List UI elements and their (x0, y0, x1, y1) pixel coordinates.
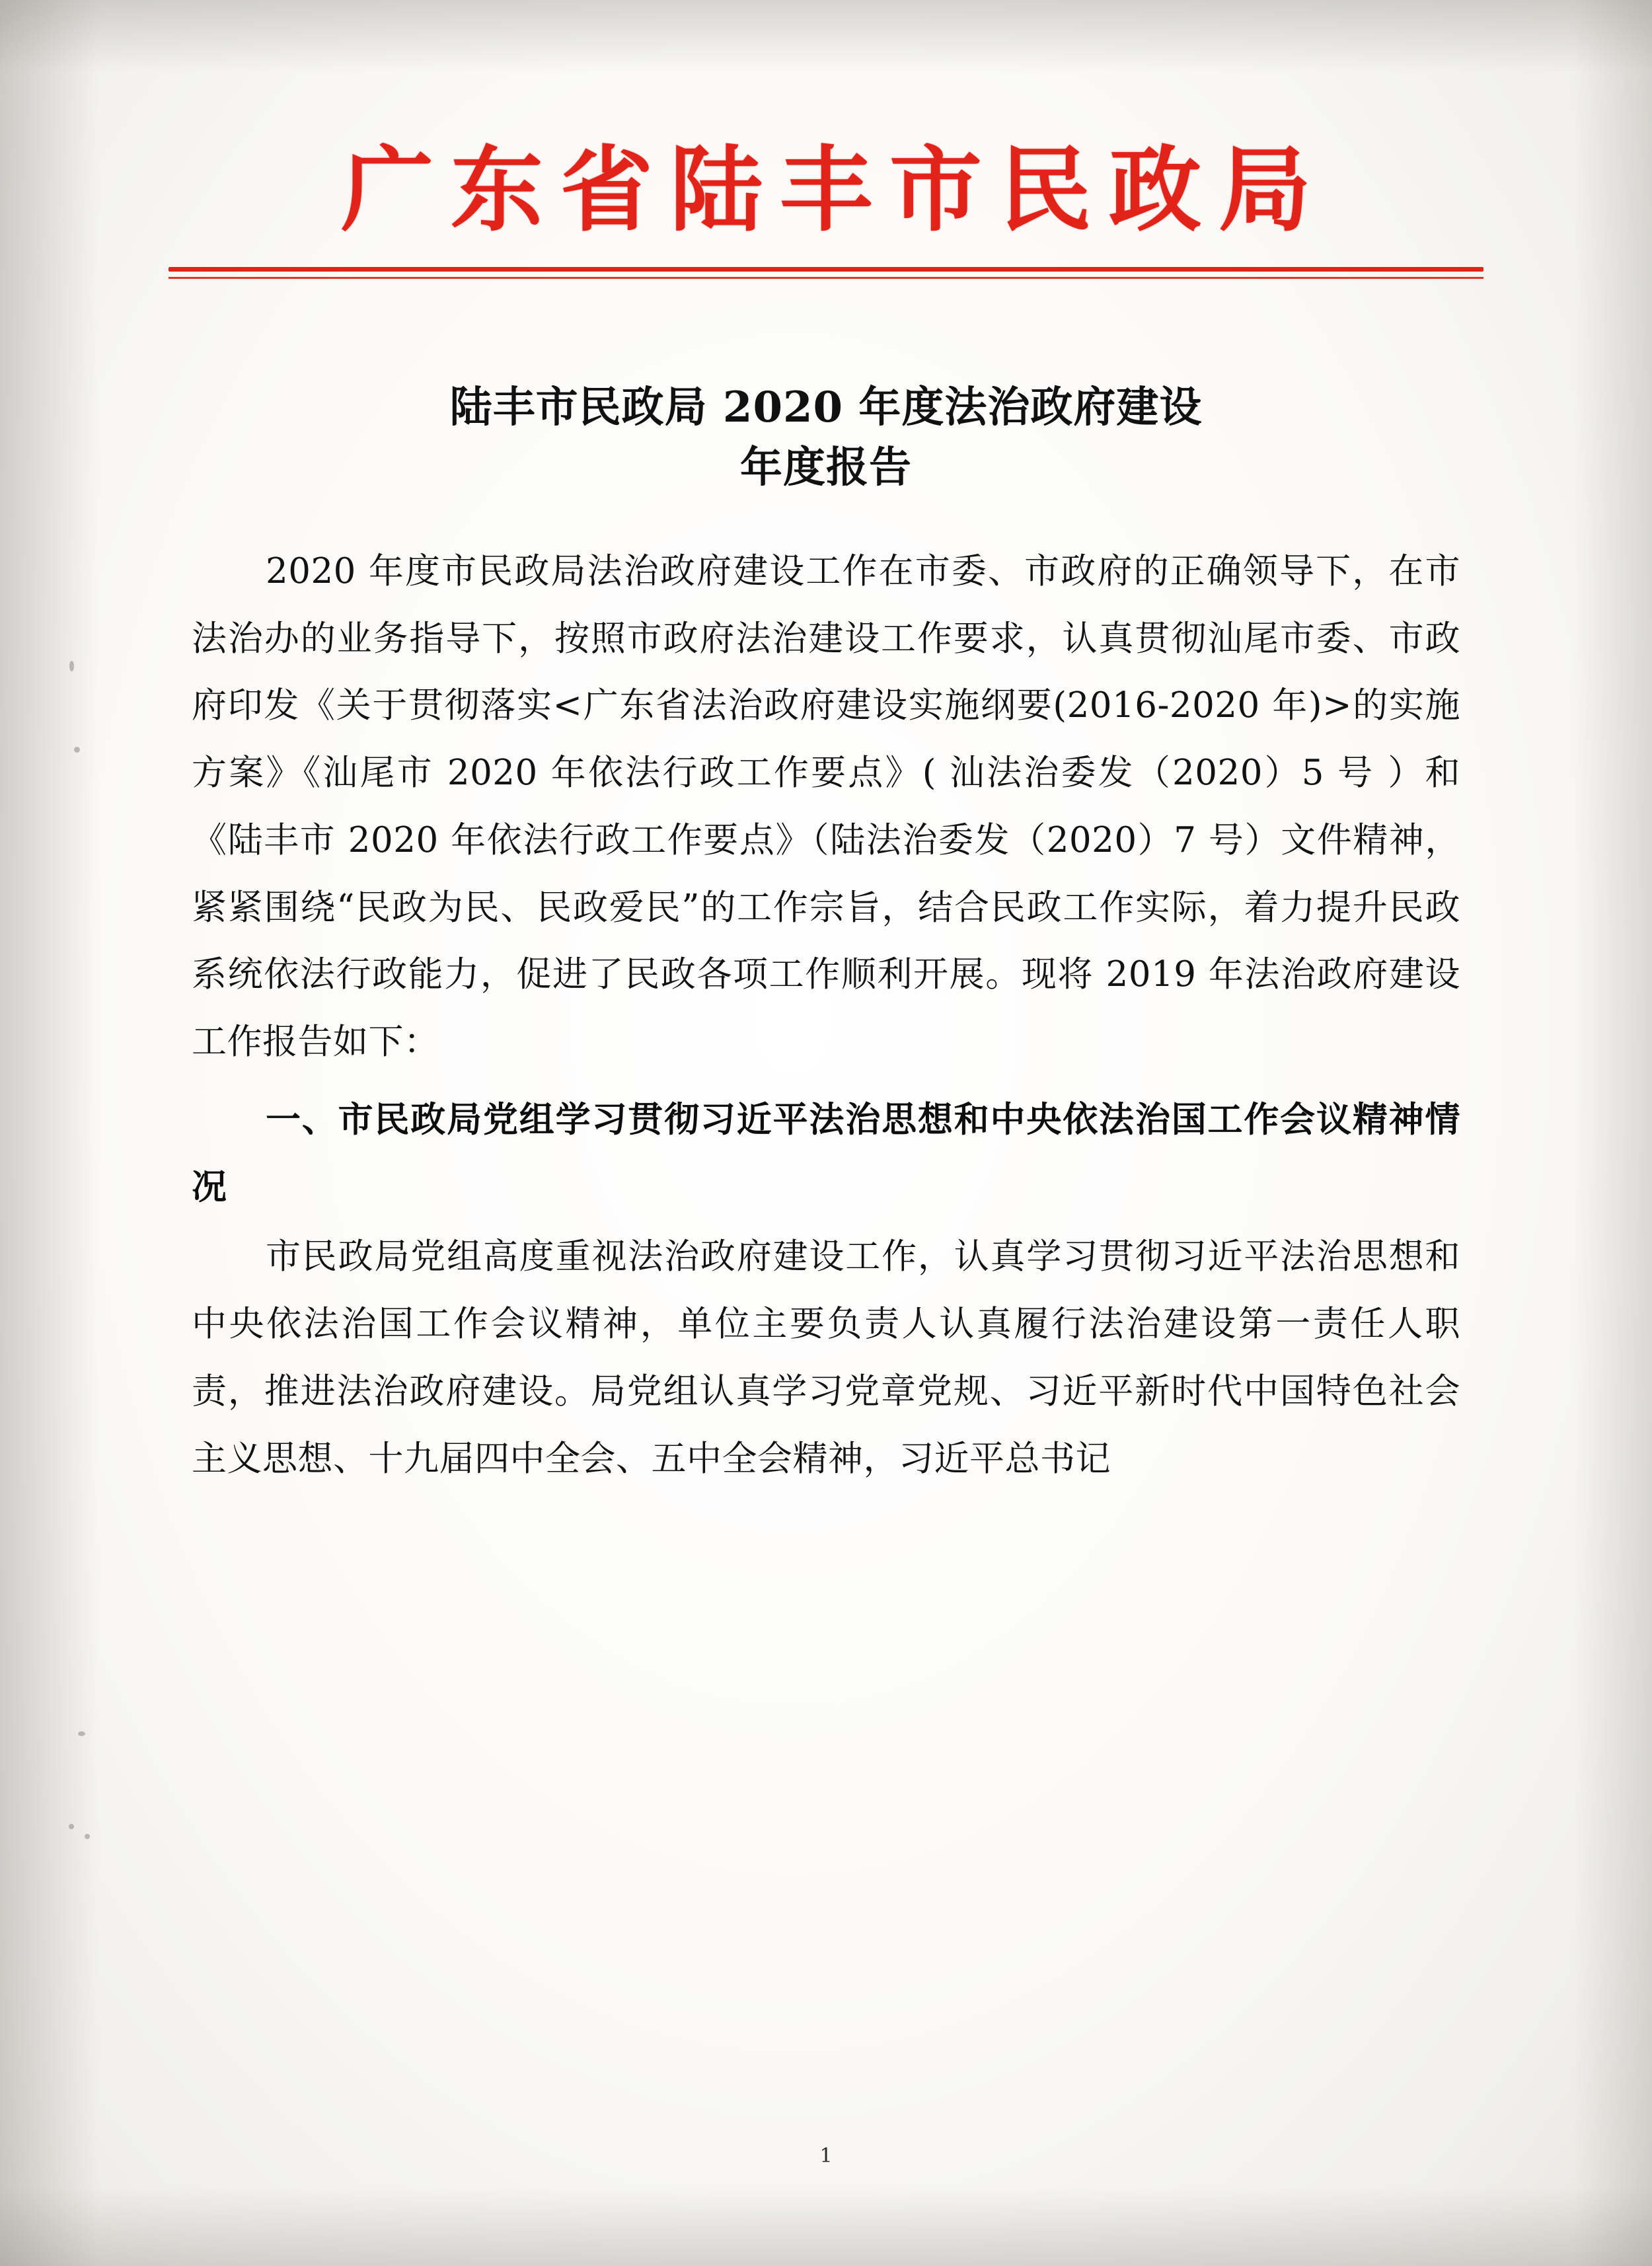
page-title-line-2: 年度报告 (740, 442, 912, 492)
scan-speck (85, 1834, 90, 1839)
letterhead-divider (152, 267, 1500, 279)
scan-speck (78, 1731, 85, 1736)
section-heading: 一、市民政局党组学习贯彻习近平法治思想和中央依法治国工作会议精神情况 (192, 1099, 1460, 1207)
document-body (152, 538, 1500, 1493)
page-number: 1 (819, 2144, 833, 2168)
scan-speck (69, 1824, 74, 1829)
scan-speck (69, 661, 74, 671)
letterhead-divider-thick (169, 267, 1483, 272)
page-title (152, 378, 1500, 498)
letterhead-organization-name: 广东省陆丰市民政局 (340, 136, 1328, 245)
body-paragraph: 2020 年度市民政局法治政府建设工作在市委、市政府的正确领导下，在市法治办的业务指导下，按照市政府法治建设工作要求，认真贯彻汕尾市委、市政府印发《关于贯彻落实<广东省法治政府建设实施纲要(2016-2020 年)>的实施方案》《汕尾市 2020 年依法行政工作要点》( 汕法治委发（2020）5 号 ）和《陆丰市 2020 年依法行政工作要点》（陆法治委发（2020）7 号）文件精神，紧紧围绕“民政为民、民政爱民”的工作宗旨，结合民政工作实际，着力提升民政系统依法行政能力，促进了民政各项工作顺利开展。现将 2019 年法治政府建设工作报告如下： (192, 550, 1460, 1062)
page-title-line-1: 陆丰市民政局 2020 年度法治政府建设 (449, 383, 1203, 432)
letterhead-divider-thin (169, 277, 1483, 279)
document-content (152, 0, 1500, 1495)
body-paragraph: 市民政局党组高度重视法治政府建设工作，认真学习贯彻习近平法治思想和中央依法治国工作会议精神，单位主要负责人认真履行法治建设第一责任人职责，推进法治政府建设。局党组认真学习党章党规、习近平新时代中国特色社会主义思想、十九届四中全会、五中全会精神，习近平总书记 (192, 1236, 1460, 1479)
scan-speck (74, 747, 80, 753)
